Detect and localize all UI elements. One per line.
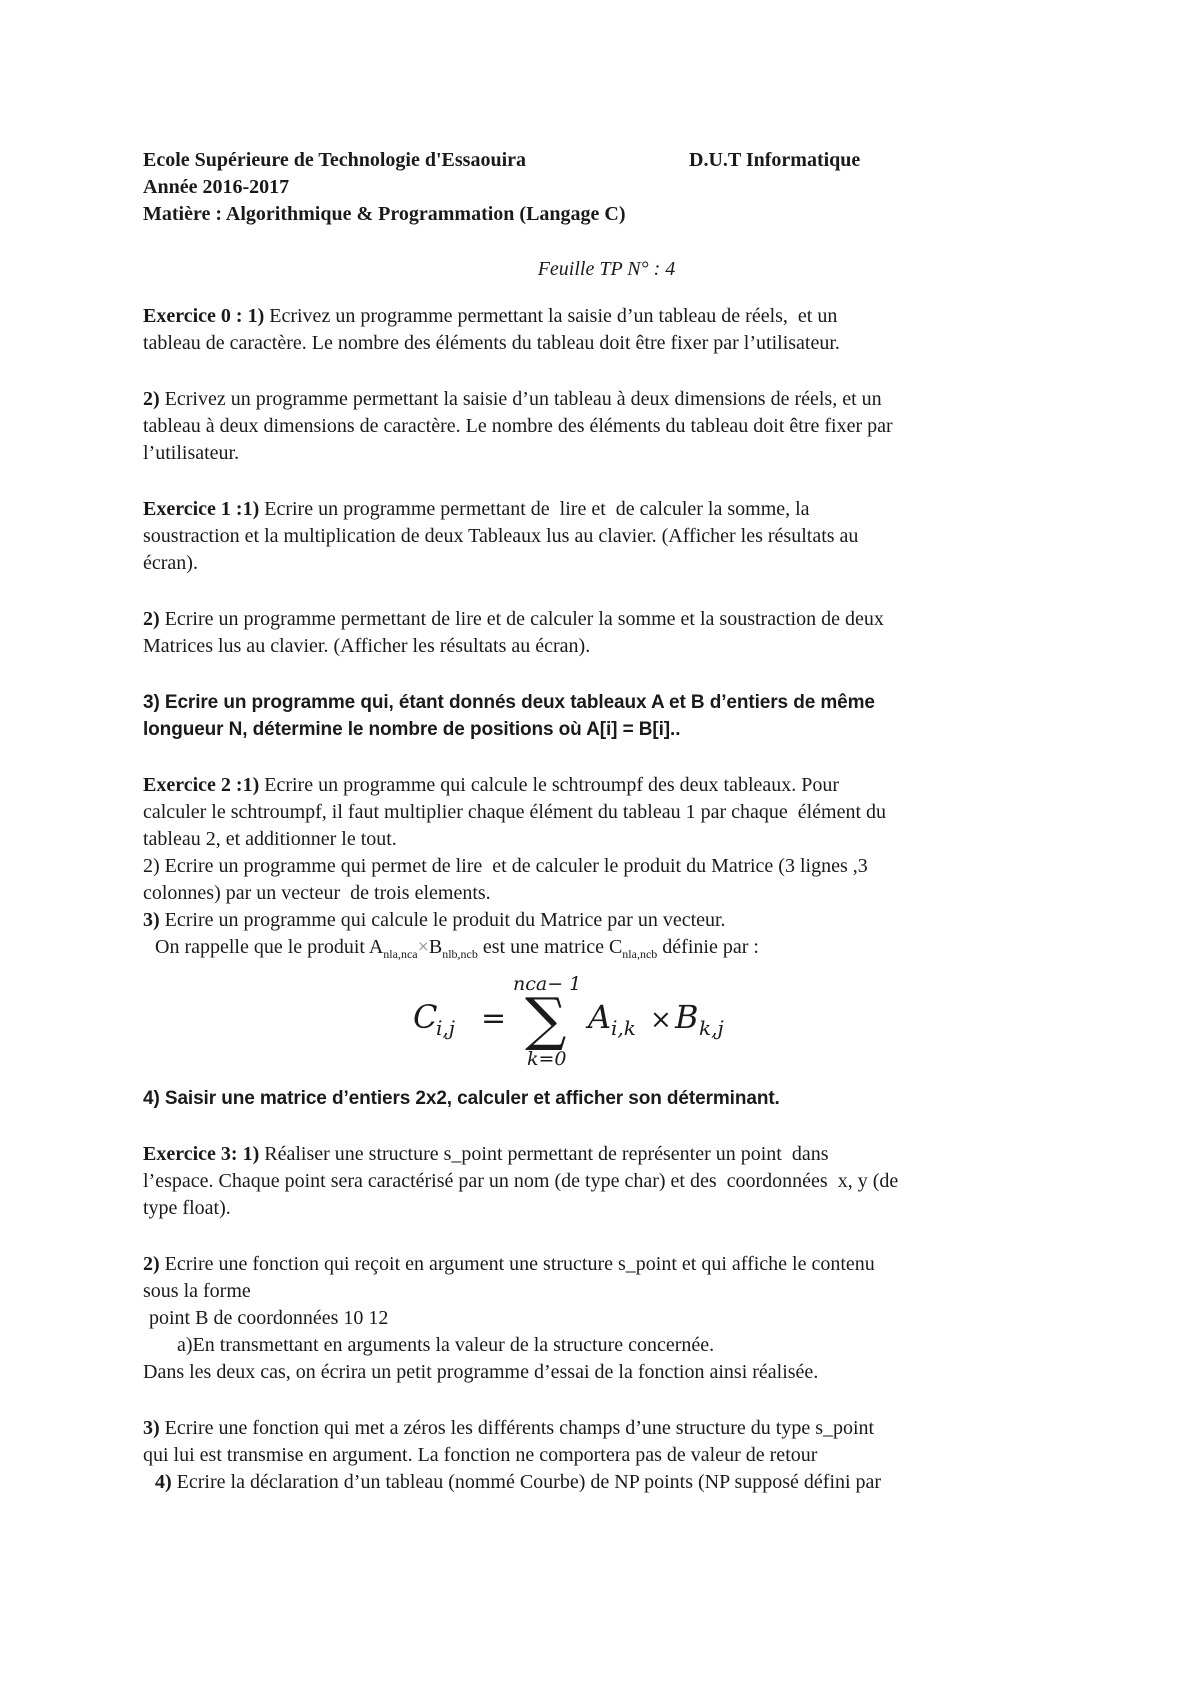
ex0-q2-text: Ecrivez un programme permettant la saisie d’un tableau à deux dimensions de réels, et un <box>159 388 882 410</box>
ex1-q2-text: Ecrire un programme permettant de lire et de calculer la somme et la soustraction de deux <box>159 608 884 630</box>
ex2-q4-line: 4) Saisir une matrice d’entiers 2x2, calculer et afficher son déterminant. <box>143 1088 780 1109</box>
sheet-title: Feuille TP N° : 4 <box>537 258 676 280</box>
ex2-q1-line3: tableau 2, et additionner le tout. <box>143 828 397 850</box>
formula-lhs: C <box>413 998 438 1036</box>
ex1-q2-line2: Matrices lus au clavier. (Afficher les résultats au écran). <box>143 635 591 657</box>
formula-b: B <box>675 998 699 1036</box>
formula-a: A <box>588 998 612 1036</box>
recall-part-d: définie par : <box>657 936 759 958</box>
ex3-q1-text: Réaliser une structure s_point permettant de représenter un point dans <box>259 1143 829 1165</box>
ex1-q1-line2: soustraction et la multiplication de deux Tableaux lus au clavier. (Afficher les résultats au <box>143 525 859 547</box>
ex2-q2-line2: colonnes) par un vecteur de trois elements. <box>143 882 491 904</box>
recall-sub-b: nlb,ncb <box>442 947 478 961</box>
ex3-q4-text: Ecrire la déclaration d’un tableau (nommé Courbe) de NP points (NP supposé défini par <box>171 1471 882 1493</box>
formula-equals: = <box>481 1001 507 1036</box>
ex3-q1-line1 <box>143 1141 1073 1168</box>
subject-line: Matière : Algorithmique & Programmation (Langage C) <box>143 203 626 225</box>
ex2-q2-line1: 2) Ecrire un programme qui permet de lire et de calculer le produit du Matrice (3 lignes ,3 <box>143 855 868 877</box>
ex0-q2-line3: l’utilisateur. <box>143 442 240 464</box>
formula-b-sub: k,j <box>699 1016 724 1040</box>
formula-lhs-sub: i,j <box>436 1016 455 1040</box>
header-row <box>143 147 1073 174</box>
ex1-label: Exercice 1 :1) <box>143 498 260 520</box>
ex3-q2-text: Ecrire une fonction qui reçoit en argument une structure s_point et qui affiche le contenu <box>159 1253 875 1275</box>
ex1-q2-num: 2) <box>143 608 160 630</box>
ex3-q2-line1 <box>143 1251 1073 1278</box>
formula-lower-limit: k=0 <box>527 1048 567 1070</box>
ex2-label: Exercice 2 :1) <box>143 774 260 796</box>
ex1-q2-line1 <box>143 606 1073 633</box>
times-icon: × <box>417 936 429 958</box>
recall-part-a: On rappelle que le produit A <box>155 936 384 958</box>
academic-year: Année 2016-2017 <box>143 176 290 198</box>
ex0-q1-text: Ecrivez un programme permettant la saisie d’un tableau de réels, et un <box>264 305 838 327</box>
ex3-q2-line4: a)En transmettant en arguments la valeur de la structure concernée. <box>177 1334 715 1356</box>
sigma-icon: ∑ <box>525 985 567 1053</box>
ex3-q3-text: Ecrire une fonction qui met a zéros les différents champs d’une structure du type s_point <box>159 1417 875 1439</box>
ex3-q4-line1 <box>143 1469 1073 1496</box>
ex2-recall-line <box>143 934 1073 961</box>
ex0-q1-line1 <box>143 303 1073 330</box>
ex2-q1-text: Ecrire un programme qui calcule le schtroumpf des deux tableaux. Pour <box>259 774 840 796</box>
ex3-q2-line3: point B de coordonnées 10 12 <box>149 1307 389 1329</box>
school-name: Ecole Supérieure de Technologie d'Essaouira <box>143 149 526 171</box>
ex1-q1-line1 <box>143 496 1073 523</box>
ex0-q2-line1 <box>143 386 1073 413</box>
ex2-q3-line1 <box>143 907 1073 934</box>
ex1-q1-line3: écran). <box>143 552 198 574</box>
formula-times: × <box>650 1005 672 1035</box>
ex1-q1-text: Ecrire un programme permettant de lire et de calculer la somme, la <box>259 498 810 520</box>
ex3-q1-line2: l’espace. Chaque point sera caractérisé par un nom (de type char) et des coordonnées x, y (de <box>143 1170 899 1192</box>
ex0-q1-line2: tableau de caractère. Le nombre des éléments du tableau doit être fixer par l’utilisateur. <box>143 332 840 354</box>
matrix-product-formula <box>143 965 1073 1075</box>
recall-sub-c: nla,ncb <box>622 947 658 961</box>
recall-part-c: est une matrice C <box>477 936 623 958</box>
ex0-label: Exercice 0 : 1) <box>143 305 265 327</box>
ex2-q3-num: 3) <box>143 909 160 931</box>
ex3-q2-line5: Dans les deux cas, on écrira un petit programme d’essai de la fonction ainsi réalisée. <box>143 1361 819 1383</box>
ex2-q1-line1 <box>143 772 1073 799</box>
recall-sub-a: nla,nca <box>383 947 418 961</box>
ex3-q3-num: 3) <box>143 1417 160 1439</box>
ex0-q2-num: 2) <box>143 388 160 410</box>
formula-svg <box>413 965 833 1075</box>
ex3-q2-line2: sous la forme <box>143 1280 251 1302</box>
ex2-q1-line2: calculer le schtroumpf, il faut multiplier chaque élément du tableau 1 par chaque élément du <box>143 801 887 823</box>
ex3-q3-line2: qui lui est transmise en argument. La fonction ne comportera pas de valeur de retour <box>143 1444 818 1466</box>
document-content <box>143 147 1073 1496</box>
ex3-q1-line3: type float). <box>143 1197 231 1219</box>
program-name: D.U.T Informatique <box>689 149 861 171</box>
ex3-q3-line1 <box>143 1415 1073 1442</box>
ex1-q3-line2: longueur N, détermine le nombre de positions où A[i] = B[i].. <box>143 719 681 740</box>
ex3-q4-num: 4) <box>155 1471 172 1493</box>
ex3-label: Exercice 3: 1) <box>143 1143 260 1165</box>
formula-upper-limit: nca− 1 <box>513 973 582 995</box>
formula-a-sub: i,k <box>611 1016 636 1040</box>
recall-part-b: B <box>428 936 443 958</box>
ex1-q3-line1: 3) Ecrire un programme qui, étant donnés deux tableaux A et B d’entiers de même <box>143 692 875 713</box>
ex2-q3-text: Ecrire un programme qui calcule le produit du Matrice par un vecteur. <box>159 909 726 931</box>
ex3-q2-num: 2) <box>143 1253 160 1275</box>
ex0-q2-line2: tableau à deux dimensions de caractère. Le nombre des éléments du tableau doit être fixer par <box>143 415 893 437</box>
